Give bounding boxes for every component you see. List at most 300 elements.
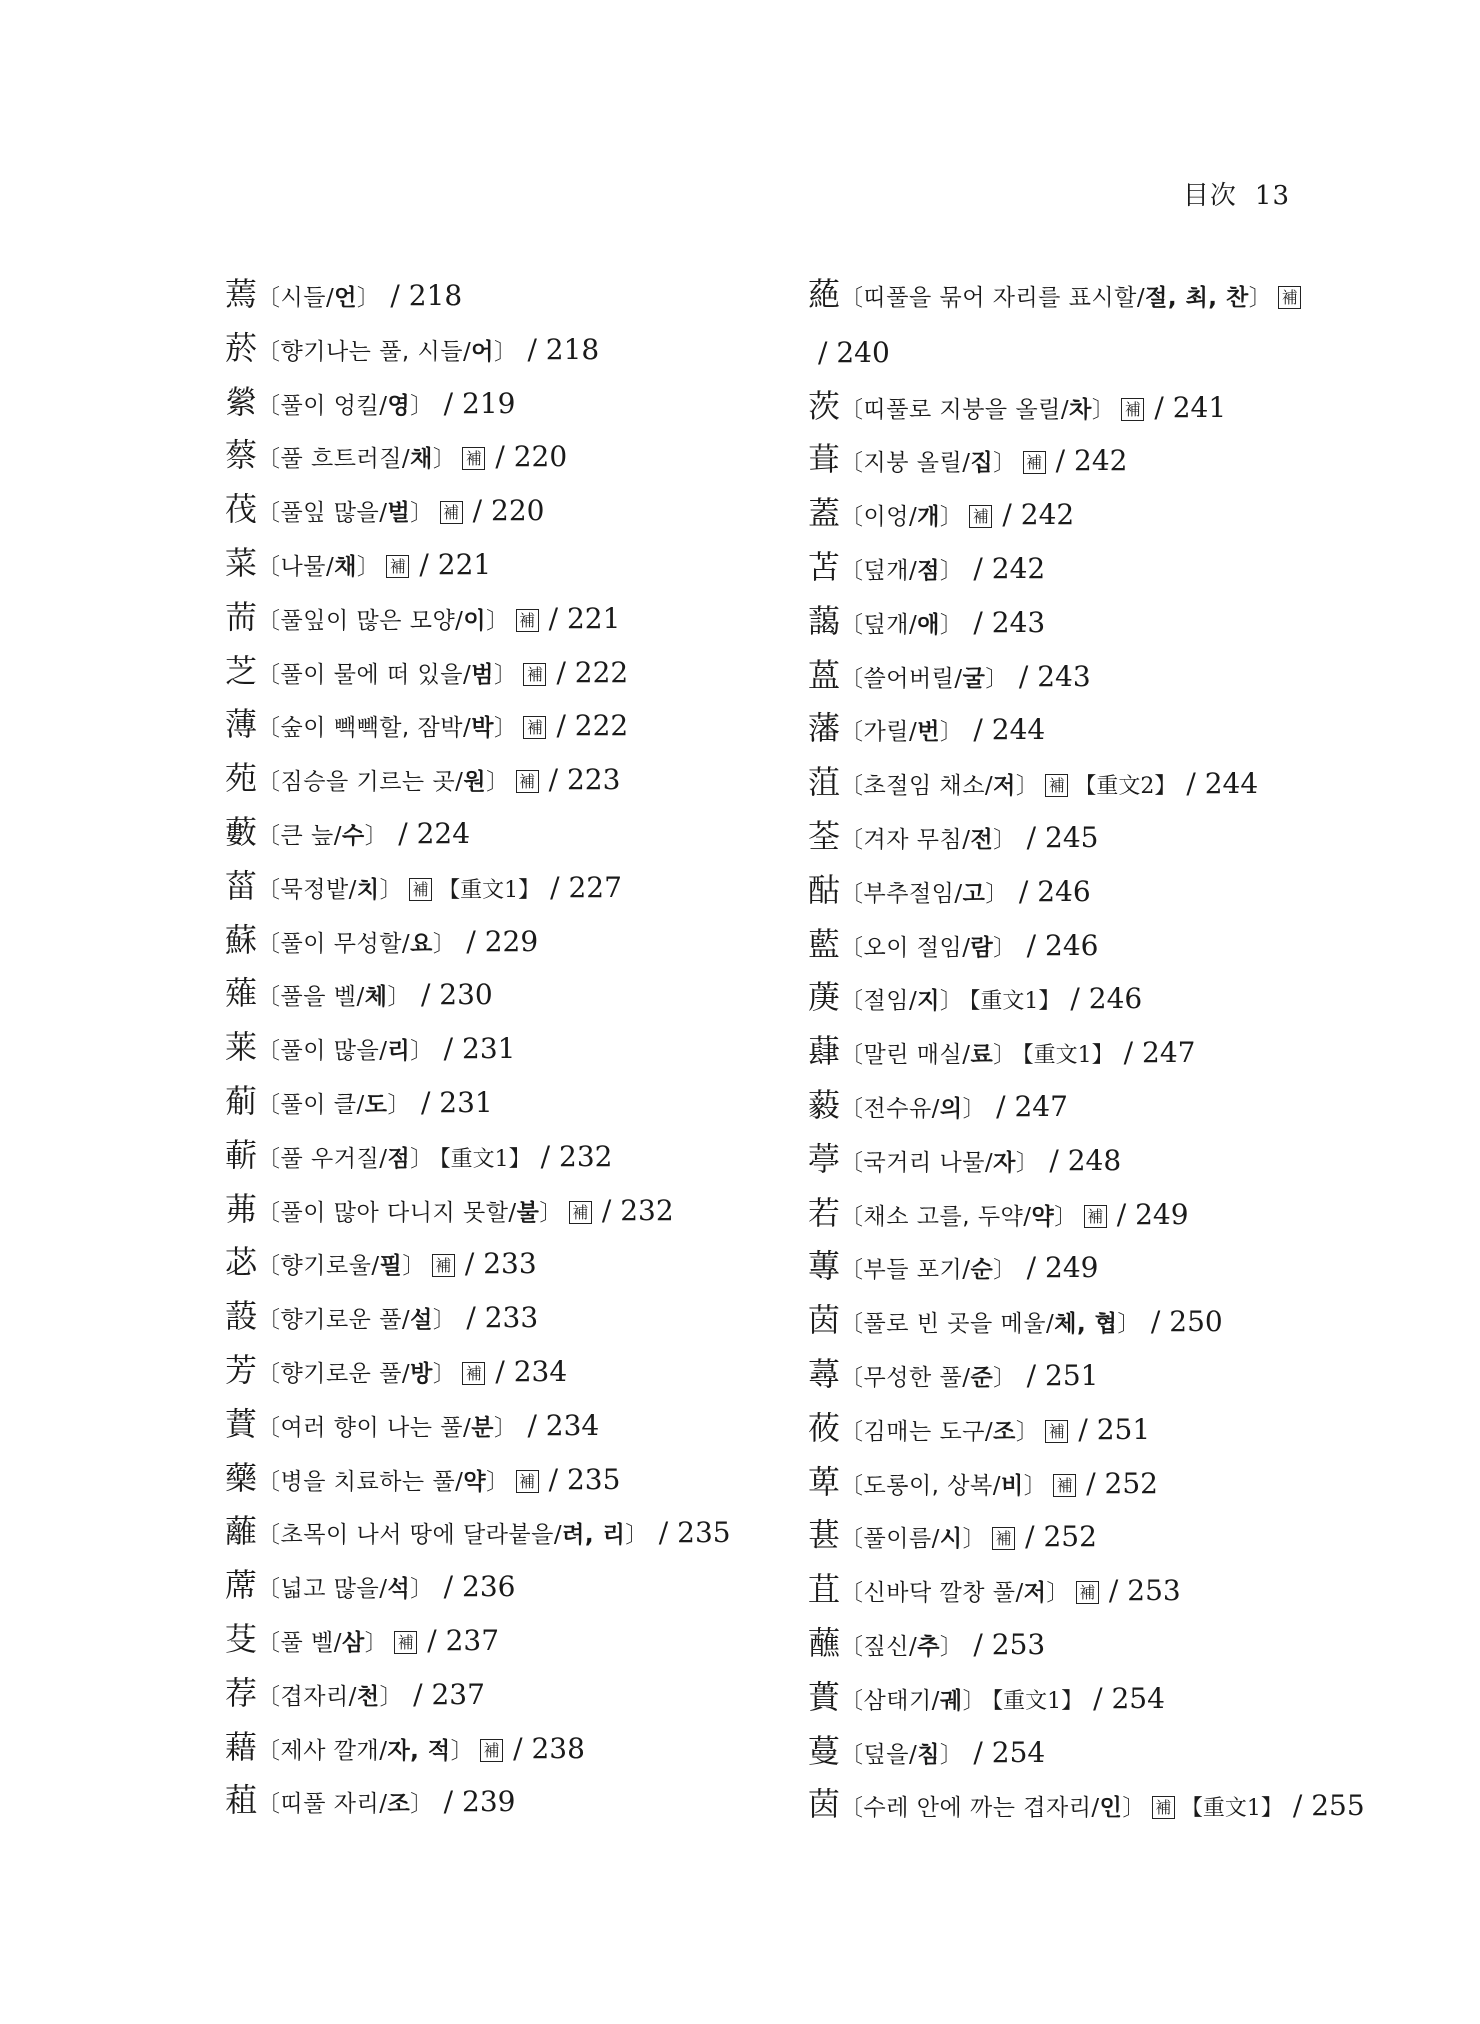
- entry-hanja: 菹: [808, 763, 841, 802]
- entry-gloss: 〔덮개/점〕: [840, 557, 964, 584]
- entry-hanja: 蒕: [808, 655, 841, 694]
- entry-reading: 료: [970, 1042, 994, 1069]
- entry-reading: 방: [410, 1360, 433, 1387]
- entry-gloss: 〔병을 치료하는 풀/약〕: [257, 1468, 510, 1495]
- entry-page: / 223: [548, 763, 621, 797]
- entry-reading: 언: [334, 285, 357, 311]
- entry-gloss: 〔채소 고를, 두약/약〕: [840, 1203, 1078, 1230]
- entry-reading: 비: [1000, 1472, 1024, 1499]
- supplement-mark: 補: [1053, 1474, 1076, 1497]
- entry-reading: 시: [939, 1526, 963, 1553]
- toc-entry: [225, 1021, 785, 1075]
- toc-entry: [808, 1617, 1308, 1671]
- entry-reading: 애: [917, 611, 940, 638]
- entry-page: / 246: [1018, 874, 1091, 908]
- entry-gloss: 〔제사 깔개/자, 적〕: [257, 1737, 475, 1764]
- entry-page: / 239: [443, 1785, 516, 1819]
- toc-entry: [225, 967, 785, 1021]
- entry-page: / 222: [556, 709, 629, 743]
- supplement-mark: 補: [1278, 286, 1301, 309]
- toc-entry: [225, 483, 785, 537]
- entry-gloss: 〔말린 매실/료〕: [840, 1042, 1017, 1069]
- entry-reading: 전: [970, 826, 994, 853]
- toc-entry: [225, 1344, 785, 1398]
- entry-reading: 체: [364, 984, 388, 1011]
- entry-page: / 241: [1154, 390, 1227, 424]
- entry-hanja: 蕢: [808, 1677, 841, 1716]
- entry-gloss: 〔숲이 빽빽할, 잠박/박〕: [257, 715, 518, 742]
- entry-page: / 221: [548, 601, 621, 635]
- entry-page: / 232: [601, 1193, 674, 1227]
- entry-gloss: 〔전수유/의〕: [840, 1095, 987, 1122]
- toc-entry: [225, 591, 785, 645]
- entry-page: / 220: [495, 440, 568, 474]
- toc-entry: [808, 702, 1308, 756]
- entry-page: / 249: [1026, 1251, 1099, 1285]
- entry-ref: 【重文1】: [1180, 1796, 1283, 1822]
- entry-reading: 지: [917, 988, 940, 1015]
- entry-hanja: 藥: [225, 1458, 258, 1497]
- entry-ref: 【重文1】: [438, 877, 541, 903]
- supplement-mark: 補: [1152, 1796, 1175, 1819]
- entry-page: / 232: [540, 1139, 613, 1173]
- entry-hanja: 蕁: [808, 1354, 841, 1393]
- entry-page: / 250: [1150, 1305, 1223, 1339]
- entry-reading: 리: [387, 1038, 411, 1065]
- entry-page: / 238: [513, 1731, 585, 1765]
- entry-reading: 순: [970, 1257, 994, 1284]
- entry-gloss: 〔오이 절임/람〕: [840, 934, 1017, 961]
- toc-entry: [225, 1129, 785, 1183]
- entry-reading: 의: [939, 1095, 963, 1122]
- toc-entry: [808, 1348, 1308, 1402]
- entry-gloss: 〔짚신/추〕: [840, 1633, 964, 1660]
- toc-entry: [225, 322, 785, 376]
- supplement-mark: 補: [969, 505, 992, 528]
- entry-gloss: 〔풀이 많을/리〕: [257, 1038, 434, 1065]
- supplement-mark: 補: [432, 1254, 455, 1277]
- entry-gloss: 〔띠풀 자리/조〕: [257, 1791, 434, 1818]
- entry-gloss: 〔삼태기/궤〕: [840, 1687, 987, 1714]
- entry-gloss: 〔여러 향이 나는 풀/분〕: [257, 1414, 518, 1441]
- toc-entry: [808, 1079, 1308, 1133]
- toc-entry: [225, 806, 785, 860]
- entry-page: / 253: [1108, 1574, 1181, 1608]
- toc-entry: [808, 1563, 1308, 1617]
- entry-page: / 252: [1086, 1466, 1158, 1500]
- toc-entry: [808, 1509, 1308, 1563]
- entry-reading: 준: [970, 1364, 994, 1391]
- entry-gloss: 〔풀이름/시〕: [840, 1526, 987, 1553]
- entry-hanja: 縈: [225, 382, 258, 421]
- toc-entry: [808, 433, 1308, 487]
- supplement-mark: 補: [386, 555, 409, 578]
- entry-hanja: 苾: [225, 1243, 258, 1282]
- entry-reading: 약: [1031, 1203, 1055, 1230]
- entry-page: / 220: [472, 494, 545, 528]
- entry-gloss: 〔풀이 클/도〕: [257, 1091, 411, 1118]
- entry-gloss: 〔큰 늪/수〕: [257, 822, 389, 849]
- entry-gloss: 〔풀잎이 많은 모양/이〕: [257, 607, 510, 634]
- entry-hanja: 藪: [225, 812, 258, 851]
- entry-hanja: 菑: [225, 866, 258, 905]
- entry-reading: 고: [962, 880, 986, 907]
- entry-reading: 요: [410, 930, 433, 957]
- supplement-mark: 補: [516, 1470, 539, 1493]
- entry-reading: 개: [917, 504, 940, 531]
- entry-reading: 천: [356, 1683, 380, 1710]
- toc-entry: [225, 1236, 785, 1290]
- toc-entry: [225, 1183, 785, 1237]
- entry-hanja: 菜: [225, 543, 258, 582]
- entry-hanja: 蘺: [225, 1512, 258, 1551]
- entry-reading: 궤: [939, 1687, 963, 1714]
- entry-hanja: 芳: [225, 1350, 258, 1389]
- toc-entry: [225, 429, 785, 483]
- entry-ref: 【重文1】: [969, 989, 1061, 1015]
- entry-reading: 저: [993, 773, 1016, 800]
- entry-page: / 221: [419, 547, 492, 581]
- entry-page: / 243: [973, 605, 1046, 639]
- entry-page: / 254: [973, 1735, 1046, 1769]
- entry-reading: 필: [379, 1253, 403, 1280]
- toc-entry: [808, 1240, 1308, 1294]
- entry-page: / 243: [1018, 659, 1091, 693]
- entry-reading: 채: [334, 553, 357, 580]
- supplement-mark: 補: [523, 663, 546, 686]
- entry-hanja: 莜: [808, 1408, 841, 1447]
- toc-entry: [808, 541, 1308, 595]
- supplement-mark: 補: [440, 501, 463, 524]
- entry-hanja: 藩: [808, 709, 841, 748]
- entry-hanja: 菸: [225, 328, 258, 367]
- entry-reading: 람: [970, 934, 994, 961]
- entry-page: / 248: [1049, 1143, 1122, 1177]
- entry-reading: 범: [471, 661, 494, 688]
- entry-page: / 242: [973, 551, 1046, 585]
- entry-reading: 점: [917, 557, 940, 584]
- entry-page: / 229: [466, 924, 539, 958]
- entry-hanja: 萆: [808, 1462, 841, 1501]
- entry-gloss: 〔겨자 무침/전〕: [840, 826, 1017, 853]
- entry-page: / 231: [420, 1085, 493, 1119]
- entry-gloss: 〔덮을/침〕: [840, 1741, 964, 1768]
- entry-gloss: 〔신바닥 깔창 풀/저〕: [840, 1580, 1070, 1607]
- toc-entry: [808, 268, 1308, 380]
- entry-hanja: 荃: [808, 816, 841, 855]
- entry-hanja: 茀: [225, 1189, 258, 1228]
- entry-page: / 251: [1026, 1358, 1099, 1392]
- entry-reading: 자, 적: [387, 1737, 451, 1764]
- entry-ref: 【重文1】: [1022, 1043, 1114, 1069]
- entry-page: / 234: [495, 1354, 568, 1388]
- entry-gloss: 〔향기로울/필〕: [257, 1253, 426, 1280]
- supplement-mark: 補: [394, 1631, 417, 1654]
- entry-gloss: 〔풀 벨/삼〕: [257, 1629, 389, 1656]
- entry-gloss: 〔띠풀로 지붕을 올릴/차〕: [840, 396, 1116, 423]
- entry-gloss: 〔김매는 도구/조〕: [840, 1418, 1040, 1445]
- entry-page: / 230: [420, 978, 493, 1012]
- entry-hanja: 薄: [225, 705, 258, 744]
- entry-gloss: 〔지붕 올릴/집〕: [840, 450, 1017, 477]
- toc-entry: [225, 1290, 785, 1344]
- supplement-mark: 補: [480, 1739, 503, 1762]
- entry-hanja: 菮: [808, 978, 841, 1017]
- entry-hanja: 蓴: [808, 1247, 841, 1286]
- toc-entry: [808, 1294, 1308, 1348]
- entry-gloss: 〔풀로 빈 곳을 메울/체, 협〕: [840, 1311, 1141, 1338]
- supplement-mark: 補: [516, 609, 539, 632]
- entry-reading: 석: [387, 1576, 411, 1603]
- entry-page: / 249: [1116, 1197, 1189, 1231]
- toc-entry: [225, 752, 785, 806]
- entry-hanja: 茨: [808, 386, 841, 425]
- page-header: [1183, 175, 1290, 212]
- entry-reading: 채: [410, 446, 433, 473]
- entry-page: / 231: [443, 1032, 516, 1066]
- entry-reading: 차: [1069, 396, 1092, 423]
- entry-reading: 삼: [342, 1629, 365, 1656]
- entry-hanja: 茷: [225, 490, 258, 529]
- supplement-mark: 補: [462, 1362, 485, 1385]
- entry-page: / 253: [973, 1627, 1046, 1661]
- supplement-mark: 補: [1045, 774, 1068, 797]
- toc-entry: [808, 864, 1308, 918]
- toc-entry: [808, 971, 1308, 1025]
- entry-hanja: 荐: [225, 1673, 258, 1712]
- entry-gloss: 〔향기로운 풀/설〕: [257, 1307, 457, 1334]
- entry-reading: 영: [387, 392, 411, 419]
- supplement-mark: 補: [569, 1201, 592, 1224]
- entry-reading: 벌: [387, 500, 411, 527]
- entry-page: / 252: [1025, 1520, 1097, 1554]
- entry-hanja: 苑: [225, 759, 258, 798]
- toc-entry: [225, 376, 785, 430]
- entry-hanja: 蕡: [225, 1404, 258, 1443]
- entry-hanja: 蓋: [808, 494, 841, 533]
- toc-entry: [808, 756, 1308, 810]
- entry-reading: 어: [471, 338, 494, 365]
- entry-gloss: 〔부들 포기/순〕: [840, 1257, 1017, 1284]
- entry-reading: 수: [342, 822, 365, 849]
- toc-entry: [225, 1667, 785, 1721]
- entry-hanja: 葚: [808, 1516, 841, 1555]
- entry-hanja: 蓆: [225, 1566, 258, 1605]
- supplement-mark: 補: [516, 770, 539, 793]
- entry-page: / 237: [413, 1677, 485, 1711]
- supplement-mark: 補: [1023, 451, 1046, 474]
- entry-reading: 이: [463, 607, 487, 634]
- entry-hanja: 藹: [808, 601, 841, 640]
- entry-reading: 조: [993, 1418, 1016, 1445]
- entry-page: / 244: [973, 713, 1046, 747]
- entry-page: / 246: [1070, 982, 1143, 1016]
- entry-reading: 약: [463, 1468, 487, 1495]
- supplement-mark: 補: [1045, 1420, 1068, 1443]
- toc-entry: [808, 595, 1308, 649]
- entry-hanja: 芟: [225, 1619, 258, 1658]
- entry-reading: 추: [917, 1633, 940, 1660]
- entry-hanja: 蘸: [808, 1623, 841, 1662]
- entry-hanja: 葶: [808, 1139, 841, 1178]
- entry-page: / 236: [443, 1570, 516, 1604]
- entry-hanja: 莱: [225, 1028, 258, 1067]
- toc-entry: [808, 649, 1308, 703]
- entry-page: / 251: [1078, 1412, 1151, 1446]
- entry-hanja: 藍: [808, 924, 841, 963]
- entry-hanja: 蕝: [808, 275, 841, 313]
- entry-hanja: 藙: [808, 1085, 841, 1124]
- entry-gloss: 〔풀이 무성할/요〕: [257, 930, 457, 957]
- entry-reading: 번: [917, 719, 940, 746]
- entry-hanja: 葺: [808, 440, 841, 479]
- entry-page: / 247: [996, 1089, 1068, 1123]
- entry-reading: 분: [471, 1414, 494, 1441]
- entry-reading: 체, 협: [1054, 1311, 1118, 1338]
- supplement-mark: 補: [523, 716, 546, 739]
- entry-hanja: 茵: [808, 1301, 841, 1340]
- entry-gloss: 〔풀이 많아 다니지 못할/불〕: [257, 1199, 563, 1226]
- entry-hanja: 蒩: [225, 1781, 258, 1820]
- entry-reading: 조: [387, 1791, 411, 1818]
- entry-gloss: 〔겹자리/천〕: [257, 1683, 404, 1710]
- entry-hanja: 蔫: [225, 275, 258, 313]
- supplement-mark: 補: [1084, 1205, 1107, 1228]
- entry-hanja: 藉: [225, 1727, 258, 1766]
- entry-page: / 254: [1093, 1681, 1165, 1715]
- entry-hanja: 薙: [225, 974, 258, 1013]
- toc-entry: [225, 1398, 785, 1452]
- toc-entry: [225, 268, 785, 322]
- toc-entry: [225, 537, 785, 591]
- entry-page: / 218: [390, 279, 463, 312]
- entry-hanja: 蘇: [225, 920, 258, 959]
- entry-hanja: 葪: [225, 1081, 258, 1120]
- entry-gloss: 〔부추절임/고〕: [840, 880, 1009, 907]
- entry-reading: 절, 최, 찬: [1145, 285, 1249, 311]
- entry-hanja: 蔪: [225, 1135, 258, 1174]
- entry-hanja: 蕼: [808, 1032, 841, 1071]
- entry-gloss: 〔묵정밭/치〕: [257, 876, 404, 903]
- supplement-mark: 補: [462, 447, 485, 470]
- toc-entry: [808, 487, 1308, 541]
- entry-gloss: 〔향기나는 풀, 시들/어〕: [257, 338, 518, 365]
- entry-page: / 245: [1026, 820, 1099, 854]
- entry-gloss: 〔도롱이, 상복/비〕: [840, 1472, 1048, 1499]
- entry-hanja: 茵: [808, 1785, 841, 1824]
- toc-entry: [808, 1725, 1308, 1779]
- entry-page: / 233: [464, 1247, 537, 1281]
- entry-reading: 불: [516, 1199, 540, 1226]
- toc-entry: [225, 698, 785, 752]
- entry-reading: 점: [387, 1145, 411, 1172]
- entry-gloss: 〔무성한 풀/준〕: [840, 1364, 1017, 1391]
- entry-page: / 240: [818, 335, 890, 369]
- entry-page: / 234: [527, 1408, 600, 1442]
- entry-gloss: 〔풀이 물에 떠 있을/범〕: [257, 661, 518, 688]
- entry-page: / 235: [548, 1462, 621, 1496]
- entry-hanja: 苴: [808, 1570, 841, 1609]
- entry-hanja: 芝: [225, 651, 258, 690]
- entry-reading: 집: [970, 450, 994, 477]
- entry-reading: 저: [1023, 1580, 1047, 1607]
- header-title: 目次: [1182, 181, 1237, 211]
- toc-entry: [225, 860, 785, 914]
- entry-page: / 235: [658, 1516, 731, 1550]
- entry-gloss: 〔나물/채〕: [257, 553, 381, 580]
- entry-gloss: 〔넓고 많을/석〕: [257, 1576, 434, 1603]
- left-column: [225, 268, 785, 1828]
- entry-gloss: 〔풀을 벨/체〕: [257, 984, 411, 1011]
- entry-gloss: 〔풀이 엉킬/영〕: [257, 392, 434, 419]
- toc-entry: [225, 1075, 785, 1129]
- toc-entry: [225, 645, 785, 699]
- entry-reading: 자: [993, 1149, 1016, 1176]
- toc-entry: [808, 1133, 1308, 1187]
- entry-gloss: 〔띠풀을 묶어 자리를 표시할/절, 최, 찬〕: [840, 285, 1273, 311]
- entry-hanja: 蔓: [808, 1731, 841, 1770]
- entry-reading: 굴: [962, 665, 986, 692]
- entry-gloss: 〔풀 우거질/점〕: [257, 1145, 434, 1172]
- entry-page: / 219: [443, 386, 516, 420]
- entry-ref: 【重文1】: [992, 1688, 1084, 1714]
- page-number: 13: [1254, 181, 1290, 211]
- toc-entry: [225, 1721, 785, 1775]
- entry-page: / 244: [1186, 767, 1259, 801]
- entry-gloss: 〔덮개/애〕: [840, 611, 964, 638]
- entry-gloss: 〔가릴/번〕: [840, 719, 964, 746]
- toc-entry: [225, 1559, 785, 1613]
- entry-page: / 224: [398, 816, 471, 850]
- toc-entry: [808, 1778, 1365, 1832]
- toc-entry: [808, 1402, 1308, 1456]
- entry-hanja: 蔎: [225, 1297, 258, 1336]
- entry-gloss: 〔수레 안에 까는 겹자리/인〕: [840, 1795, 1146, 1822]
- entry-gloss: 〔초절임 채소/저〕: [840, 773, 1040, 800]
- entry-gloss: 〔국거리 나물/자〕: [840, 1149, 1040, 1176]
- entry-hanja: 荋: [225, 597, 258, 636]
- entry-page: / 237: [427, 1623, 500, 1657]
- toc-entry: [225, 1774, 785, 1828]
- entry-page: / 247: [1123, 1036, 1196, 1070]
- toc-entry: [225, 1613, 785, 1667]
- entry-reading: 려, 리: [562, 1522, 626, 1549]
- right-column: [808, 268, 1365, 1832]
- entry-reading: 도: [364, 1091, 388, 1118]
- entry-gloss: 〔시들/언〕: [257, 285, 381, 311]
- toc-entry: [808, 1456, 1308, 1510]
- supplement-mark: 補: [409, 878, 432, 901]
- entry-gloss: 〔절임/지〕: [840, 988, 964, 1015]
- entry-reading: 원: [463, 769, 487, 796]
- entry-page: / 222: [556, 655, 629, 689]
- toc-entry: [225, 914, 785, 968]
- toc-entry: [225, 1505, 785, 1559]
- entry-gloss: 〔풀 흐트러질/채〕: [257, 446, 457, 473]
- entry-hanja: 苫: [808, 547, 841, 586]
- entry-gloss: 〔이엉/개〕: [840, 504, 964, 531]
- entry-ref: 【重文2】: [1074, 774, 1177, 800]
- entry-hanja: 蔡: [225, 436, 258, 475]
- entry-page: / 242: [1002, 498, 1075, 532]
- entry-page: / 255: [1292, 1789, 1365, 1823]
- toc-entry: [808, 810, 1308, 864]
- entry-page: / 246: [1026, 928, 1099, 962]
- entry-ref: 【重文1】: [439, 1146, 531, 1172]
- entry-hanja: 若: [808, 1193, 841, 1232]
- entry-reading: 인: [1099, 1795, 1123, 1822]
- supplement-mark: 補: [1121, 398, 1144, 421]
